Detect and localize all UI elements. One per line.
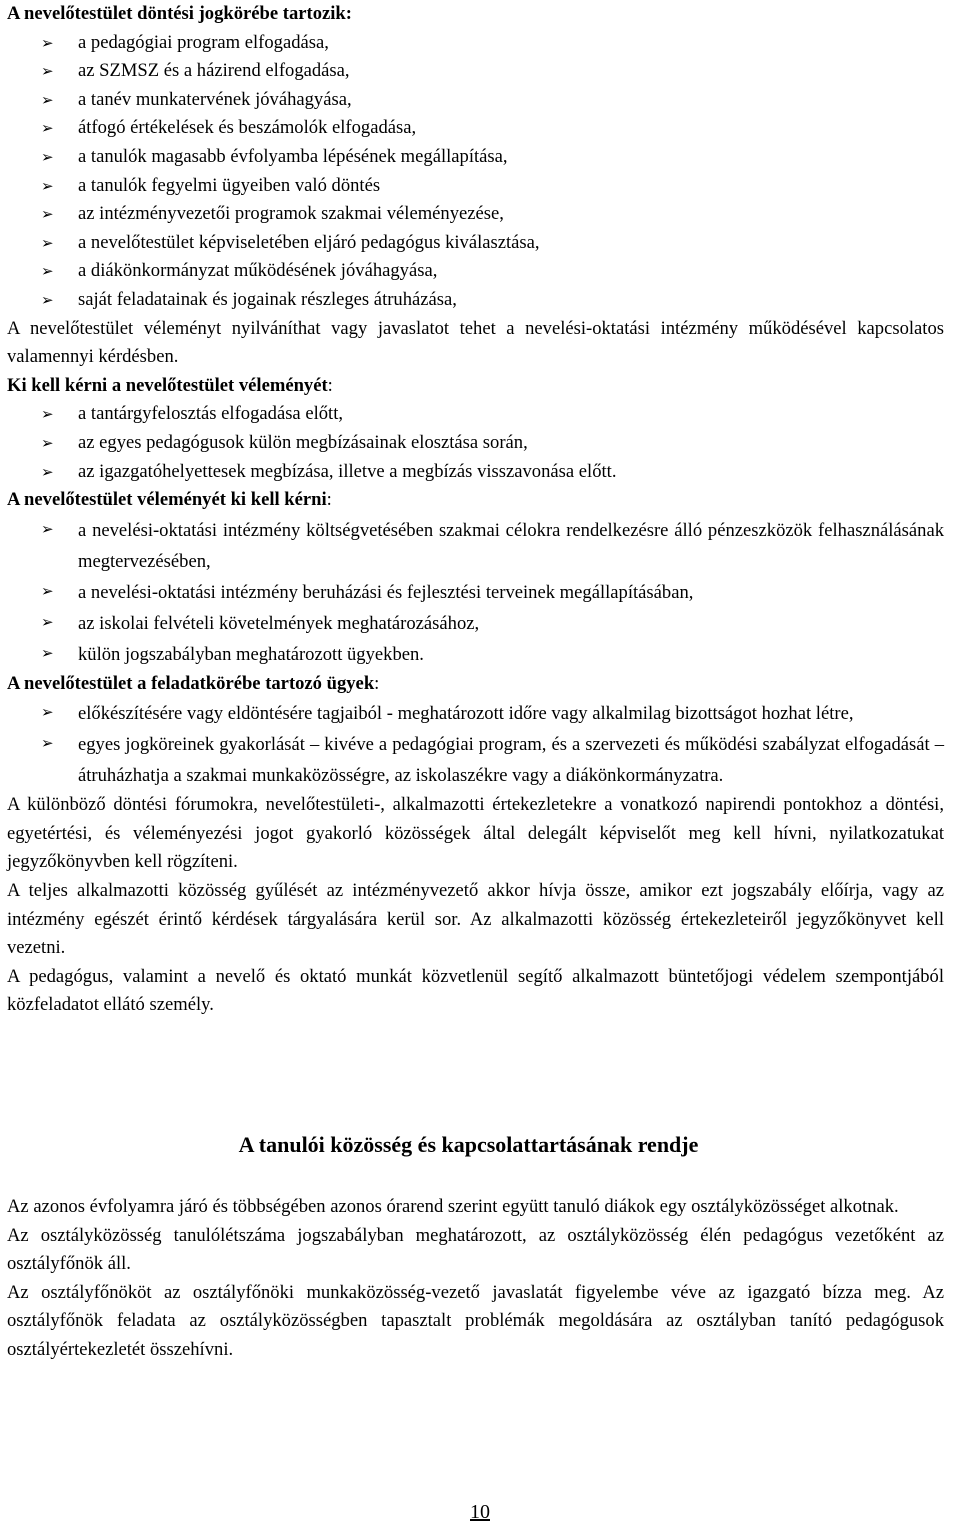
heading-decision-rights: A nevelőtestület döntési jogkörébe tartozik: (7, 3, 352, 24)
document-page (7, 0, 944, 1020)
arrow-bullet-icon: ➢ (41, 233, 54, 252)
list-item: ➢ egyes jogköreinek gyakorlását – kivéve a pedagógiai program, és a szervezeti és működési szabályzat elfogadását – átruházhatja a szakmai munkaközösségre, az iskolaszékre vagy a diákönkormányzatra. (7, 729, 944, 791)
arrow-bullet-icon: ➢ (41, 147, 54, 166)
list-item: ➢ az iskolai felvételi követelmények meghatározásához, (7, 608, 944, 639)
paragraph-opinion: A nevelőtestület véleményt nyilváníthat vagy javaslatot tehet a nevelési-oktatási intézmény működésével kapcsolatos valamennyi kérdésben. (7, 317, 944, 368)
list-item: ➢ az igazgatóhelyettesek megbízása, illetve a megbízás visszavonása előtt. (7, 458, 944, 487)
list-must-ask-opinion (7, 400, 944, 486)
paragraph-class-teacher: Az osztályfőnököt az osztályfőnöki munkaközösség-vezető javaslatát figyelembe véve az igazgató bízza meg. Az osztályfőnök feladata az osztályközösségben tapasztalt problémák megoldására az osztályban tanító pedagógusok osztályértekezletét összehívni. (7, 1281, 944, 1360)
paragraph-legal-protection: A pedagógus, valamint a nevelő és oktató munkát közvetlenül segítő alkalmazott büntetőjogi védelem szempontjából közfeladatot ellátó személy. (7, 965, 944, 1016)
arrow-bullet-icon: ➢ (41, 262, 54, 281)
paragraph-class-community: Az azonos évfolyamra járó és többségében azonos órarend szerint együtt tanuló diákok egy osztályközösséget alkotnak. (7, 1196, 899, 1217)
page-number: 10 (470, 1501, 490, 1523)
list-item: ➢ a nevelési-oktatási intézmény beruházási és fejlesztési terveinek megállapításában, (7, 577, 944, 608)
list-item: ➢ saját feladatainak és jogainak részleges átruházása, (7, 286, 944, 315)
list-committee-matters (7, 698, 944, 791)
list-item: ➢ az SZMSZ és a házirend elfogadása, (7, 57, 944, 86)
arrow-bullet-icon: ➢ (41, 33, 54, 52)
arrow-bullet-icon: ➢ (41, 433, 54, 452)
arrow-bullet-icon: ➢ (41, 612, 54, 631)
list-item: ➢ a pedagógiai program elfogadása, (7, 29, 944, 58)
list-item: ➢ a tanulók fegyelmi ügyeiben való döntés (7, 172, 944, 201)
list-item: ➢ a tantárgyfelosztás elfogadása előtt, (7, 400, 944, 429)
list-item: ➢ átfogó értékelések és beszámolók elfogadása, (7, 114, 944, 143)
list-item: ➢ külön jogszabályban meghatározott ügyekben. (7, 639, 944, 670)
arrow-bullet-icon: ➢ (41, 519, 54, 538)
list-item: ➢ az egyes pedagógusok külön megbízásainak elosztása során, (7, 429, 944, 458)
arrow-bullet-icon: ➢ (41, 290, 54, 309)
list-opinion-required (7, 515, 944, 670)
section-title-student-community: A tanulói közösség és kapcsolattartásának rendje (238, 1132, 699, 1157)
list-item: ➢ előkészítésére vagy eldöntésére tagjaiból - meghatározott időre vagy alkalmilag bizottságot hozhat létre, (7, 698, 944, 729)
list-decision-rights (7, 29, 944, 315)
arrow-bullet-icon: ➢ (41, 462, 54, 481)
arrow-bullet-icon: ➢ (41, 176, 54, 195)
heading-opinion-required: A nevelőtestület véleményét ki kell kérni: (7, 489, 332, 511)
arrow-bullet-icon: ➢ (41, 205, 54, 224)
section-student-community (7, 1193, 944, 1365)
list-item: ➢ a tanév munkatervének jóváhagyása, (7, 86, 944, 115)
list-item: ➢ a nevelőtestület képviseletében eljáró pedagógus kiválasztása, (7, 229, 944, 258)
paragraph-forums: A különböző döntési fórumokra, nevelőtestületi-, alkalmazotti értekezletekre a vonatkozó napirendi pontokhoz a döntési, egyetértési, és véleményezési jogot gyakorló közösségek által delegált képviselőt meg kell hívni, nyilatkozatukat jegyzőkönyvben kell rögzíteni. (7, 794, 944, 873)
arrow-bullet-icon: ➢ (41, 703, 54, 722)
heading-committee-matters: A nevelőtestület a feladatkörébe tartozó ügyek: (7, 672, 380, 694)
paragraph-staff-meeting: A teljes alkalmazotti közösség gyűlését az intézményvezető akkor hívja össze, amikor ezt jogszabály előírja, vagy az intézmény egészét érintő kérdések tárgyalására kerül sor. Az alkalmazotti közösség értekezleteiről jegyzőkönyvet kell vezetni. (7, 880, 944, 959)
list-item: ➢ a diákönkormányzat működésének jóváhagyása, (7, 257, 944, 286)
list-item: ➢ a tanulók magasabb évfolyamba lépésének megállapítása, (7, 143, 944, 172)
arrow-bullet-icon: ➢ (41, 90, 54, 109)
paragraph-class-size: Az osztályközösség tanulólétszáma jogszabályban meghatározott, az osztályközösség élén pedagógus vezetőként az osztályfőnök áll. (7, 1224, 944, 1275)
arrow-bullet-icon: ➢ (41, 405, 54, 424)
list-item: ➢ az intézményvezetői programok szakmai véleményezése, (7, 200, 944, 229)
list-item: ➢ a nevelési-oktatási intézmény költségvetésében szakmai célokra rendelkezésre álló pénzeszközök felhasználásának megtervezésében, (7, 515, 944, 577)
arrow-bullet-icon: ➢ (41, 734, 54, 753)
arrow-bullet-icon: ➢ (41, 119, 54, 138)
heading-must-ask-opinion: Ki kell kérni a nevelőtestület véleményét: (7, 374, 333, 396)
arrow-bullet-icon: ➢ (41, 62, 54, 81)
arrow-bullet-icon: ➢ (41, 643, 54, 662)
arrow-bullet-icon: ➢ (41, 581, 54, 600)
